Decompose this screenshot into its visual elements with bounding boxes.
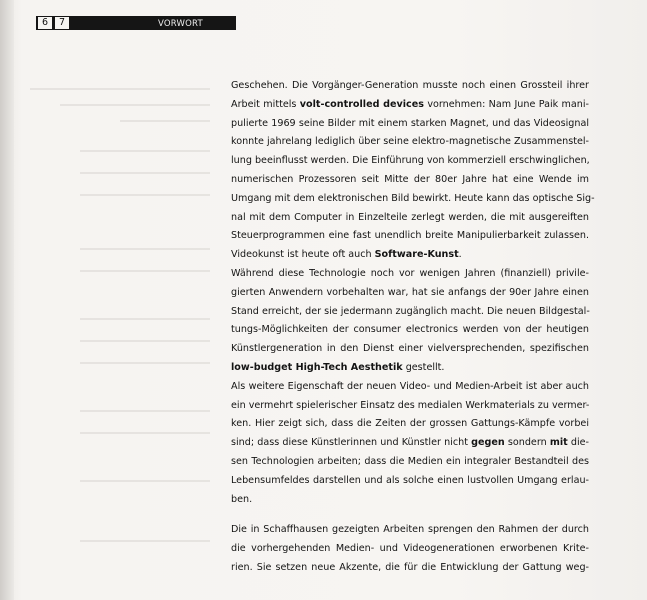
bleed-through-line bbox=[80, 480, 210, 482]
text-run: konnte jahrelang lediglich über seine elektro-magnetische Zusammenstel- bbox=[231, 136, 589, 148]
text-run: Steuerprogrammen eine fast unendlich breite Manipulierbarkeit zulassen. bbox=[231, 230, 589, 242]
bold-term: volt-controlled devices bbox=[299, 98, 424, 110]
body-text bbox=[231, 77, 595, 578]
text-run: Künstlergeneration in den Dienst einer vielversprechenden, spezifischen bbox=[231, 343, 589, 355]
text-run: Als weitere Eigenschaft der neuen Video- und Medien-Arbeit ist aber auch bbox=[231, 380, 589, 392]
text-line bbox=[231, 340, 589, 359]
book-spine bbox=[0, 0, 14, 600]
bleed-through-line bbox=[80, 248, 210, 250]
text-run: Arbeit mittels bbox=[231, 98, 300, 110]
text-line bbox=[231, 540, 589, 559]
text-run: die- bbox=[567, 437, 589, 449]
page-number-right: 7 bbox=[55, 17, 69, 29]
text-run: die vorhergehenden Medien- und Videogenerationen erworbenen Krite- bbox=[231, 543, 589, 555]
text-run: Lebensumfeldes darstellen und als solche einen lustvollen Umgang erlau- bbox=[231, 474, 589, 486]
text-line bbox=[231, 434, 589, 453]
bold-term: Software-Kunst bbox=[374, 249, 459, 261]
text-run: nal mit dem Computer in Einzelteile zerlegt werden, die mit ausgereiften bbox=[231, 211, 589, 223]
text-line bbox=[231, 133, 589, 152]
text-run: rien. Sie setzen neue Akzente, die für die Entwicklung der Gattung weg- bbox=[231, 561, 589, 573]
text-run: sen Technologien arbeiten; dass die Medien ein integraler Bestandteil des bbox=[231, 455, 589, 467]
text-line bbox=[231, 559, 589, 578]
text-line bbox=[231, 359, 589, 378]
section-title: VORWORT bbox=[158, 19, 203, 29]
text-run: vornehmen: Nam June Paik mani- bbox=[423, 98, 589, 110]
bleed-through-line bbox=[80, 540, 210, 542]
bleed-through-line bbox=[80, 270, 210, 272]
bleed-through-line bbox=[80, 410, 210, 412]
text-line bbox=[231, 227, 589, 246]
text-line bbox=[231, 152, 589, 171]
page-number-left: 6 bbox=[38, 17, 52, 29]
bleed-through-line bbox=[80, 362, 210, 364]
text-line bbox=[231, 472, 589, 491]
bleed-through-line bbox=[80, 150, 210, 152]
bleed-through-line bbox=[80, 318, 210, 320]
text-run: Umgang mit dem elektronischen Bild bewirkt. Heute kann das optische Sig- bbox=[231, 192, 595, 204]
text-line bbox=[231, 303, 589, 322]
text-line bbox=[231, 397, 589, 416]
text-run: Während diese Technologie noch vor wenigen Jahren (finanziell) privile- bbox=[231, 267, 589, 279]
bold-term: low-budget High-Tech Aesthetik bbox=[231, 361, 403, 373]
text-run: pulierte 1969 seine Bilder mit einem starken Magnet, und das Videosignal bbox=[231, 117, 589, 129]
text-line bbox=[231, 521, 589, 540]
bleed-through-line bbox=[120, 120, 210, 122]
bleed-through-line bbox=[60, 104, 210, 106]
text-line bbox=[231, 115, 589, 134]
text-run: ken. Hier zeigt sich, dass die Zeiten der grossen Gattungs-Kämpfe vorbei bbox=[231, 418, 589, 430]
text-line bbox=[231, 96, 589, 115]
text-line bbox=[231, 246, 589, 265]
text-line bbox=[231, 378, 589, 397]
text-line bbox=[231, 171, 589, 190]
bleed-through-line bbox=[80, 340, 210, 342]
text-line bbox=[231, 415, 589, 434]
text-run: numerischen Prozessoren seit Mitte der 80er Jahre hat eine Wende im bbox=[231, 173, 589, 185]
bleed-through-line bbox=[80, 432, 210, 434]
text-line bbox=[231, 284, 589, 303]
bleed-through-line bbox=[80, 172, 210, 174]
paragraph-gap bbox=[231, 509, 589, 521]
text-line bbox=[231, 265, 589, 284]
text-line bbox=[231, 209, 589, 228]
text-run: Stand erreicht, der sie jedermann zugänglich macht. Die neuen Bildgestal- bbox=[231, 305, 590, 317]
bold-term: gegen bbox=[471, 437, 505, 449]
text-run: sondern bbox=[504, 437, 550, 449]
bleed-through-line bbox=[30, 88, 210, 90]
text-line bbox=[231, 77, 589, 96]
bold-term: mit bbox=[549, 437, 568, 449]
text-run: gierten Anwendern vorbehalten war, hat sie anfangs der 90er Jahre einen bbox=[231, 286, 589, 298]
text-run: ben. bbox=[231, 493, 253, 505]
text-run: Die in Schaffhausen gezeigten Arbeiten sprengen den Rahmen der durch bbox=[231, 524, 589, 536]
text-run: Geschehen. Die Vorgänger-Generation musste noch einen Grossteil ihrer bbox=[231, 80, 589, 91]
text-run: lung beeinflusst werden. Die Einführung von kommerziell erschwinglichen, bbox=[231, 155, 590, 167]
text-run: . bbox=[458, 249, 462, 261]
bleed-through-line bbox=[80, 194, 210, 196]
text-line bbox=[231, 321, 589, 340]
text-run: tungs-Möglichkeiten der consumer electronics werden von der heutigen bbox=[231, 324, 589, 336]
text-run: ein vermehrt spielerischer Einsatz des medialen Werkmaterials zu vermer- bbox=[231, 399, 590, 411]
text-line bbox=[231, 453, 589, 472]
text-line bbox=[231, 491, 589, 510]
text-line bbox=[231, 190, 595, 209]
text-run: gestellt. bbox=[402, 361, 445, 373]
text-run: Videokunst ist heute oft auch bbox=[231, 249, 375, 261]
text-run: sind; dass diese Künstlerinnen und Künstler nicht bbox=[231, 437, 472, 449]
